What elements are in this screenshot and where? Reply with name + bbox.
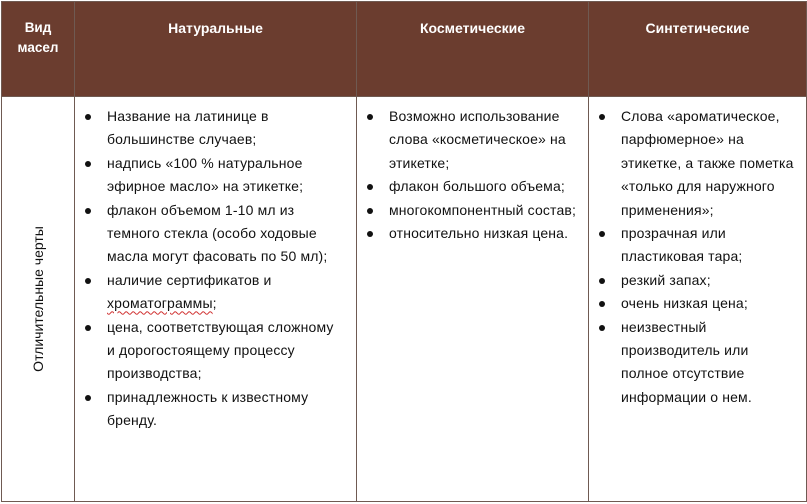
bullet-icon — [85, 114, 91, 120]
list-item: очень низкая цена; — [595, 292, 794, 315]
list-item: флакон большого объема; — [363, 175, 576, 198]
list-item: Название на латинице в большинстве случаев; — [81, 105, 344, 152]
header-natural: Натуральные — [75, 2, 357, 97]
bullet-icon — [85, 278, 91, 284]
bullet-icon — [367, 114, 373, 120]
bullet-icon — [367, 184, 373, 190]
list-item: относительно низкая цена. — [363, 222, 576, 245]
cosmetic-list — [363, 105, 576, 245]
bullet-icon — [85, 325, 91, 331]
list-item: неизвестный производитель или полное отсутствие информации о нем. — [595, 316, 794, 410]
bullet-icon — [85, 208, 91, 214]
list-item: резкий запах; — [595, 269, 794, 292]
list-item: Возможно использование слова «косметическое» на этикетке; — [363, 105, 576, 175]
header-row — [2, 2, 807, 97]
bullet-icon — [85, 395, 91, 401]
list-item: многокомпонентный состав; — [363, 199, 576, 222]
list-item: принадлежность к известному бренду. — [81, 386, 344, 433]
comparison-table — [1, 1, 807, 502]
list-item: цена, соответствующая сложному и дорогостоящему процессу производства; — [81, 316, 344, 386]
natural-list — [81, 105, 344, 433]
bullet-icon — [599, 278, 605, 284]
bullet-icon — [367, 208, 373, 214]
row-label-cell — [2, 97, 75, 502]
bullet-icon — [367, 231, 373, 237]
header-cosmetic: Косметические — [357, 2, 589, 97]
features-row — [2, 97, 807, 502]
header-oil-type-line1: Вид — [24, 20, 52, 35]
synthetic-list — [595, 105, 794, 409]
list-item: прозрачная или пластиковая тара; — [595, 222, 794, 269]
header-oil-type-line2: масел — [17, 40, 59, 55]
natural-cell — [75, 97, 357, 502]
bullet-icon — [599, 325, 605, 331]
bullet-icon — [599, 114, 605, 120]
header-oil-type — [2, 2, 75, 97]
oil-comparison-table — [0, 1, 807, 504]
bullet-icon — [85, 161, 91, 167]
synthetic-cell — [589, 97, 807, 502]
cosmetic-cell — [357, 97, 589, 502]
list-item: флакон объемом 1-10 мл из темного стекла (особо ходовые масла могут фасовать по 50 мл); — [81, 199, 344, 269]
list-item: Слова «ароматическое, парфюмерное» на этикетке, а также пометка «только для наружного применения»; — [595, 105, 794, 222]
header-synthetic: Синтетические — [589, 2, 807, 97]
bullet-icon — [599, 231, 605, 237]
list-item: наличие сертификатов и хроматограммы; — [81, 269, 344, 316]
bullet-icon — [599, 301, 605, 307]
list-item: надпись «100 % натуральное эфирное масло» на этикетке; — [81, 152, 344, 199]
row-label: Отличительные черты — [30, 226, 46, 372]
